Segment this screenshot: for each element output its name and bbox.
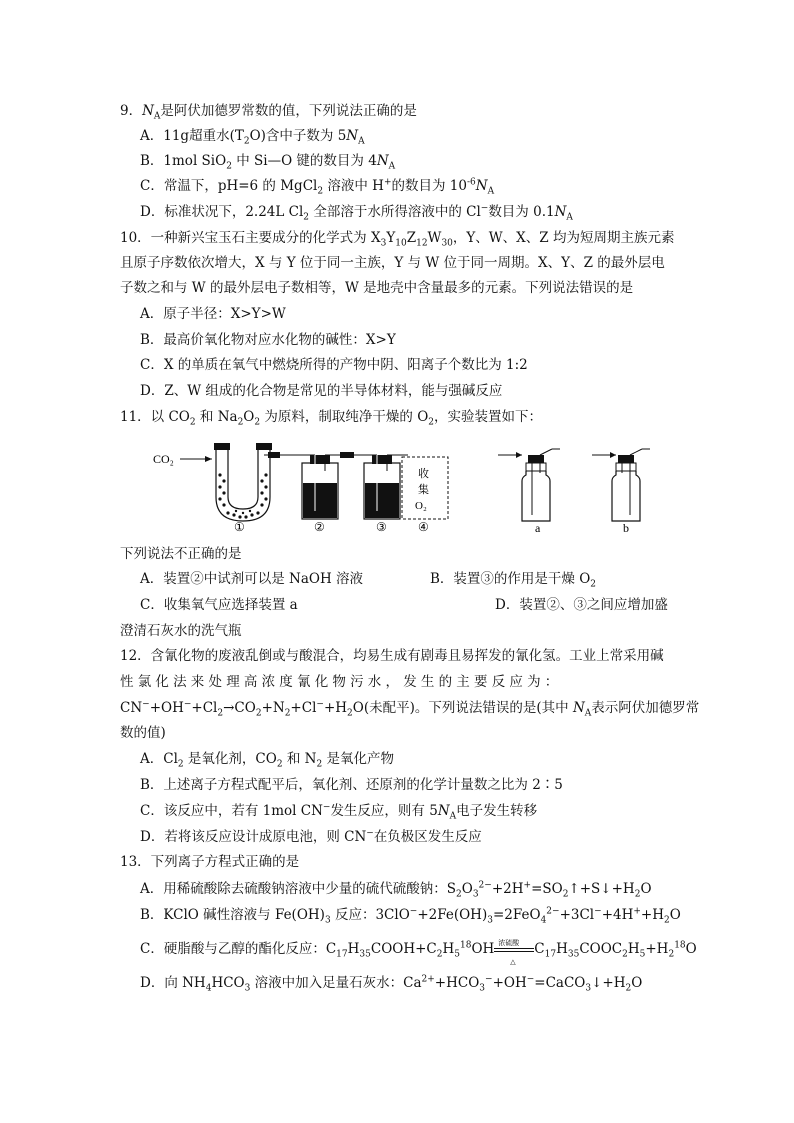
- label-1: ①: [234, 520, 245, 534]
- label-3: ③: [376, 520, 387, 534]
- q12-option-c: C．该反应中，若有 1mol CN−发生反应，则有 $5N_A$电子发生转移: [140, 802, 538, 822]
- bottle-a: [498, 449, 560, 535]
- q11-option-a: A．装置②中试剂可以是 NaOH 溶液: [140, 571, 364, 587]
- q12-option-b: B．上述离子方程式配平后，氧化剂、还原剂的化学计量数之比为 2∶5: [140, 777, 563, 793]
- q12-option-a: A．$Cl_2$ 是氧化剂，$CO_2$ 和 $N_2$ 是氧化产物: [140, 751, 395, 770]
- q12-equation: $CN^-+OH^-+Cl_2\to CO_2+N_2+Cl^-+H_2O$(未配平)。下列说法错误的是(其中 $N_A$表示阿伏加德罗常: [120, 699, 700, 719]
- co2-label: CO₂: [153, 452, 174, 466]
- label-2: ②: [314, 520, 325, 534]
- q13-option-d: D．向 $NH_4HCO_3$ 溶液中加入足量石灰水：$Ca^{2+}+HCO_3^-+OH^-=CaCO_3↓+H_2O$: [140, 974, 643, 994]
- q10-option-b: B．最高价氧化物对应水化物的碱性：X>Y: [140, 332, 396, 348]
- q11-option-c: C．收集氧气应选择装置 a: [140, 597, 298, 613]
- u-tube: [216, 449, 270, 521]
- u-tube-stopper-right: [256, 443, 272, 450]
- q9-stem: 9．$N_A$是阿伏加德罗常数的值，下列说法正确的是: [120, 103, 417, 122]
- q12-stem-line2: 性氯化法来处理高浓度氰化物污水，发生的主要反应为：: [120, 674, 563, 690]
- q13-option-c: C．硬脂酸与乙醇的酯化反应：$C_{17}H_{35}COOH+C_2H_5^{18}OH$ 浓硫酸 △ $C_{17}H_{35}COOC_2H_5+H_2^{18}O$: [140, 938, 697, 966]
- q10-stem-line3: 子数之和与 W 的最外层电子数相等，W 是地壳中含量最多的元素。下列说法错误的是: [120, 280, 634, 296]
- bottle-b: [592, 449, 650, 535]
- q9-option-c: C．常温下，pH=6 的 MgCl$_2$ 溶液中 H+的数目为 $10^{-6}N_A$: [140, 177, 495, 197]
- q13-option-a: A．用稀硫酸除去硫酸钠溶液中少量的硫代硫酸钠：$S_2O_3^{2-}+2H^+=SO_2↑+S↓+H_2O$: [140, 880, 652, 900]
- q12-option-d: D．若将该反应设计成原电池，则 CN−在负极区发生反应: [140, 828, 482, 845]
- q9-option-a: A．11g超重水$(T_2O)$含中子数为 $5N_A$: [140, 128, 365, 147]
- q12-stem-line1: 12．含氰化物的废液乱倒或与酸混合，均易生成有剧毒且易挥发的氰化氢。工业上常采用碱: [120, 648, 664, 664]
- u-tube-granules: [218, 473, 267, 518]
- svg-text:收: 收: [418, 468, 429, 480]
- q9-option-d: D．标准状况下，2.24L $Cl_2$ 全部溶于水所得溶液中的 Cl−数目为 $0.1N_A$: [140, 203, 573, 223]
- q11-option-b: B．装置③的作用是干燥 $O_2$: [430, 571, 597, 590]
- q13-stem: 13．下列离子方程式正确的是: [120, 854, 300, 870]
- q11-stem: 11．以 $CO_2$ 和 $Na_2O_2$ 为原料，制取纯净干燥的 $O_2$，实验装置如下：: [120, 409, 542, 428]
- svg-text:a: a: [535, 521, 541, 535]
- label-4: ④: [418, 520, 429, 534]
- q9-option-b: B．1mol SiO$_2$ 中 Si—O 键的数目为 $4N_A$: [140, 153, 396, 172]
- q10-stem-line1: 10．一种新兴宝玉石主要成分的化学式为 $X_3Y_{10}Z_{12}W_{30}$，Y、W、X、Z 均为短周期主族元素: [120, 230, 675, 249]
- apparatus-diagram: [150, 435, 670, 535]
- bottle-3: [364, 455, 400, 519]
- q11-option-d: D．装置②、③之间应增加盛: [495, 597, 668, 613]
- q11-lead: 下列说法不正确的是: [120, 546, 242, 562]
- q10-option-c: C．X 的单质在氧气中燃烧所得的产物中阴、阳离子个数比为 1:2: [140, 357, 528, 373]
- q12-stem-line4: 数的值): [120, 725, 166, 741]
- q10-stem-line2: 且原子序数依次增大，X 与 Y 位于同一主族，Y 与 W 位于同一周期。X、Y、Z 的最外层电: [120, 255, 665, 271]
- svg-text:O₂: O₂: [415, 500, 427, 512]
- q10-option-d: D．Z、W 组成的化合物是常见的半导体材料，能与强碱反应: [140, 383, 503, 399]
- bottle-2: [302, 455, 338, 519]
- q11-option-d-cont: 澄清石灰水的洗气瓶: [120, 623, 242, 639]
- q13-option-b: B．KClO 碱性溶液与 $Fe(OH)_3$ 反应：$3ClO^-+2Fe(OH)_3=2FeO_4^{2-}+3Cl^-+4H^++H_2O$: [140, 906, 681, 926]
- reversible-arrow: 浓硫酸 △: [494, 943, 534, 957]
- svg-text:b: b: [623, 521, 629, 535]
- u-tube-stopper-left: [214, 443, 230, 450]
- svg-text:集: 集: [418, 484, 429, 496]
- q10-option-a: A．原子半径：X>Y>W: [140, 306, 286, 322]
